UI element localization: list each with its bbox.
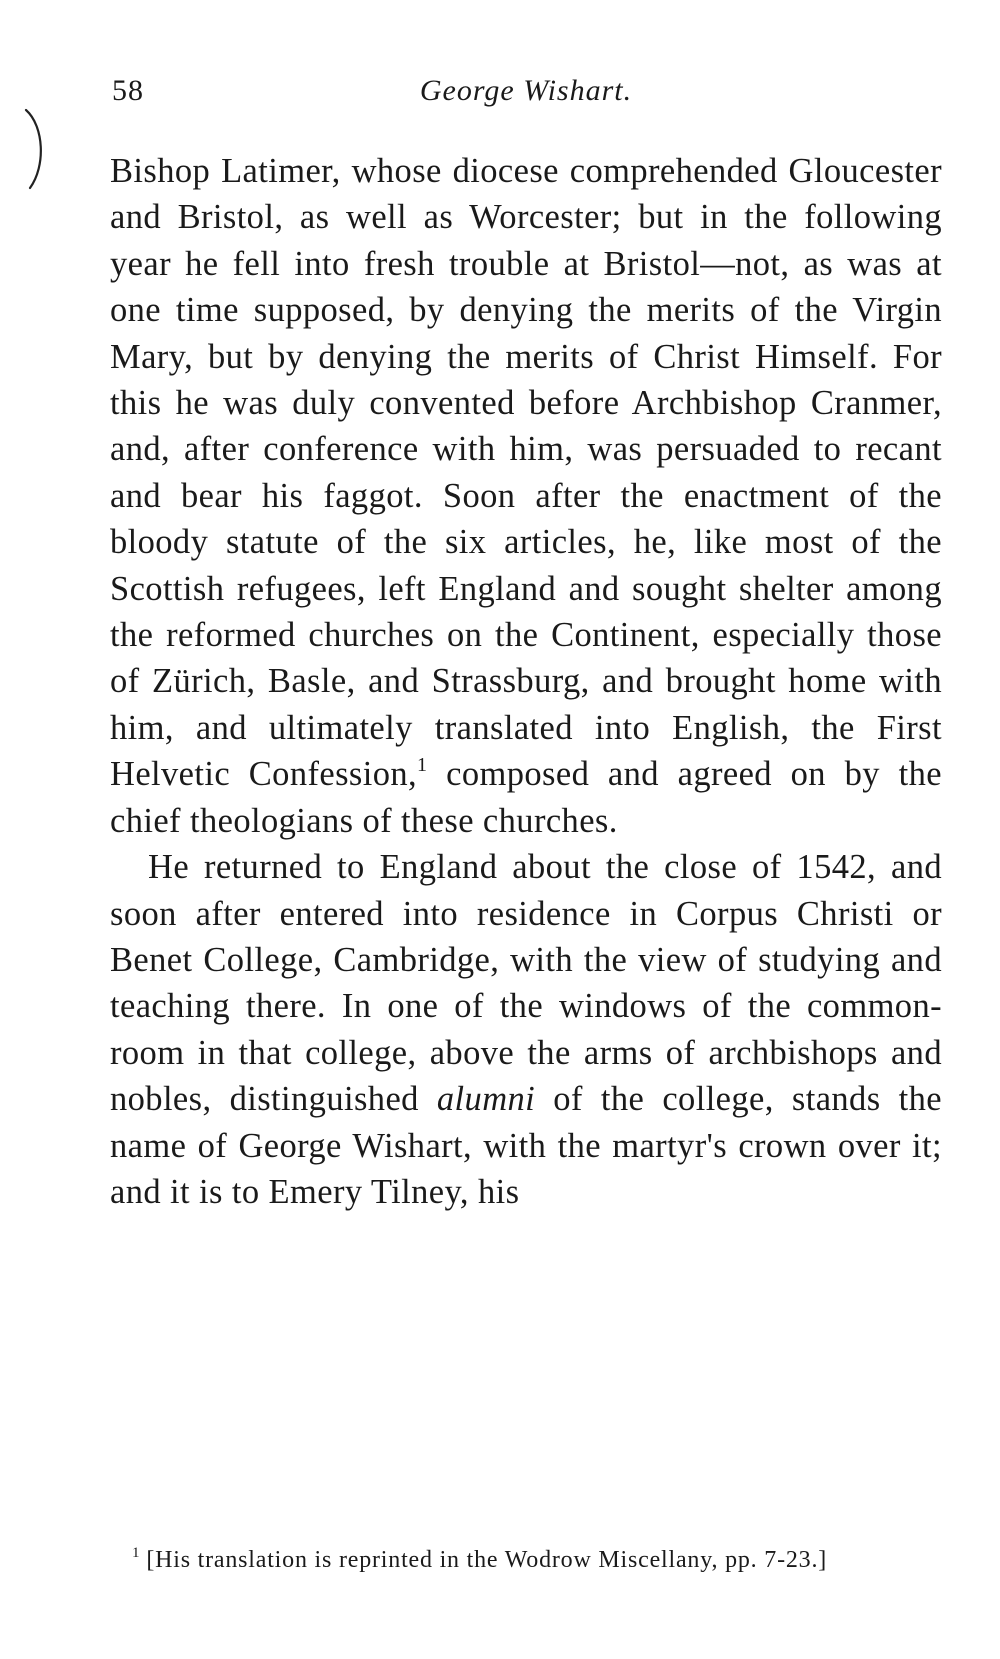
paragraph-2 <box>110 844 942 1215</box>
footnote-reference: 1 <box>417 754 428 777</box>
gutter-bracket-mark <box>20 108 50 190</box>
paragraph-2-text-end: of the college, stands the name of George Wishart, with the martyr's crown over it; and it is to Emery Tilney, his <box>110 1080 942 1211</box>
paragraph-1-text: Bishop Latimer, whose diocese comprehended Gloucester and Bristol, as well as Worcester; but in the following year he fell into fresh trouble at Bristol—not, as was at one time supposed, by denying the merits of the Virgin Mary, but by denying the merits of Christ Himself. For this he was duly convented before Archbishop Cranmer, and, after conference with him, was persuaded to recant and bear his faggot. Soon after the enactment of the bloody statute of the six articles, he, like most of the Scottish refugees, left England and sought shelter among the reformed churches on the Continent, especially those of Zürich, Basle, and Strassburg, and brought home with him, and ultimately translated into English, the First Helvetic Confession, <box>110 152 942 794</box>
paragraph-1-text-end: composed and agreed on by the chief theologians of these churches. <box>110 755 942 840</box>
running-head <box>112 74 940 124</box>
footnote-marker: 1 <box>132 1545 141 1561</box>
paragraph-continued <box>110 148 942 844</box>
page-number: 58 <box>112 74 144 107</box>
footnote-text: [His translation is reprinted in the Wodrow Miscellany, pp. 7-23.] <box>146 1547 828 1573</box>
footnote <box>110 1544 942 1576</box>
paragraph-2-text: He returned to England about the close of 1542, and soon after entered into residence in Corpus Christi or Benet College, Cambridge, with the view of studying and teaching there. In one of the windows of the common-room in that college, above the arms of archbishops and nobles, distinguished <box>110 848 942 1119</box>
italic-term-alumni: alumni <box>436 1080 536 1119</box>
body-text <box>110 148 942 1215</box>
running-title: George Wishart. <box>419 74 633 107</box>
